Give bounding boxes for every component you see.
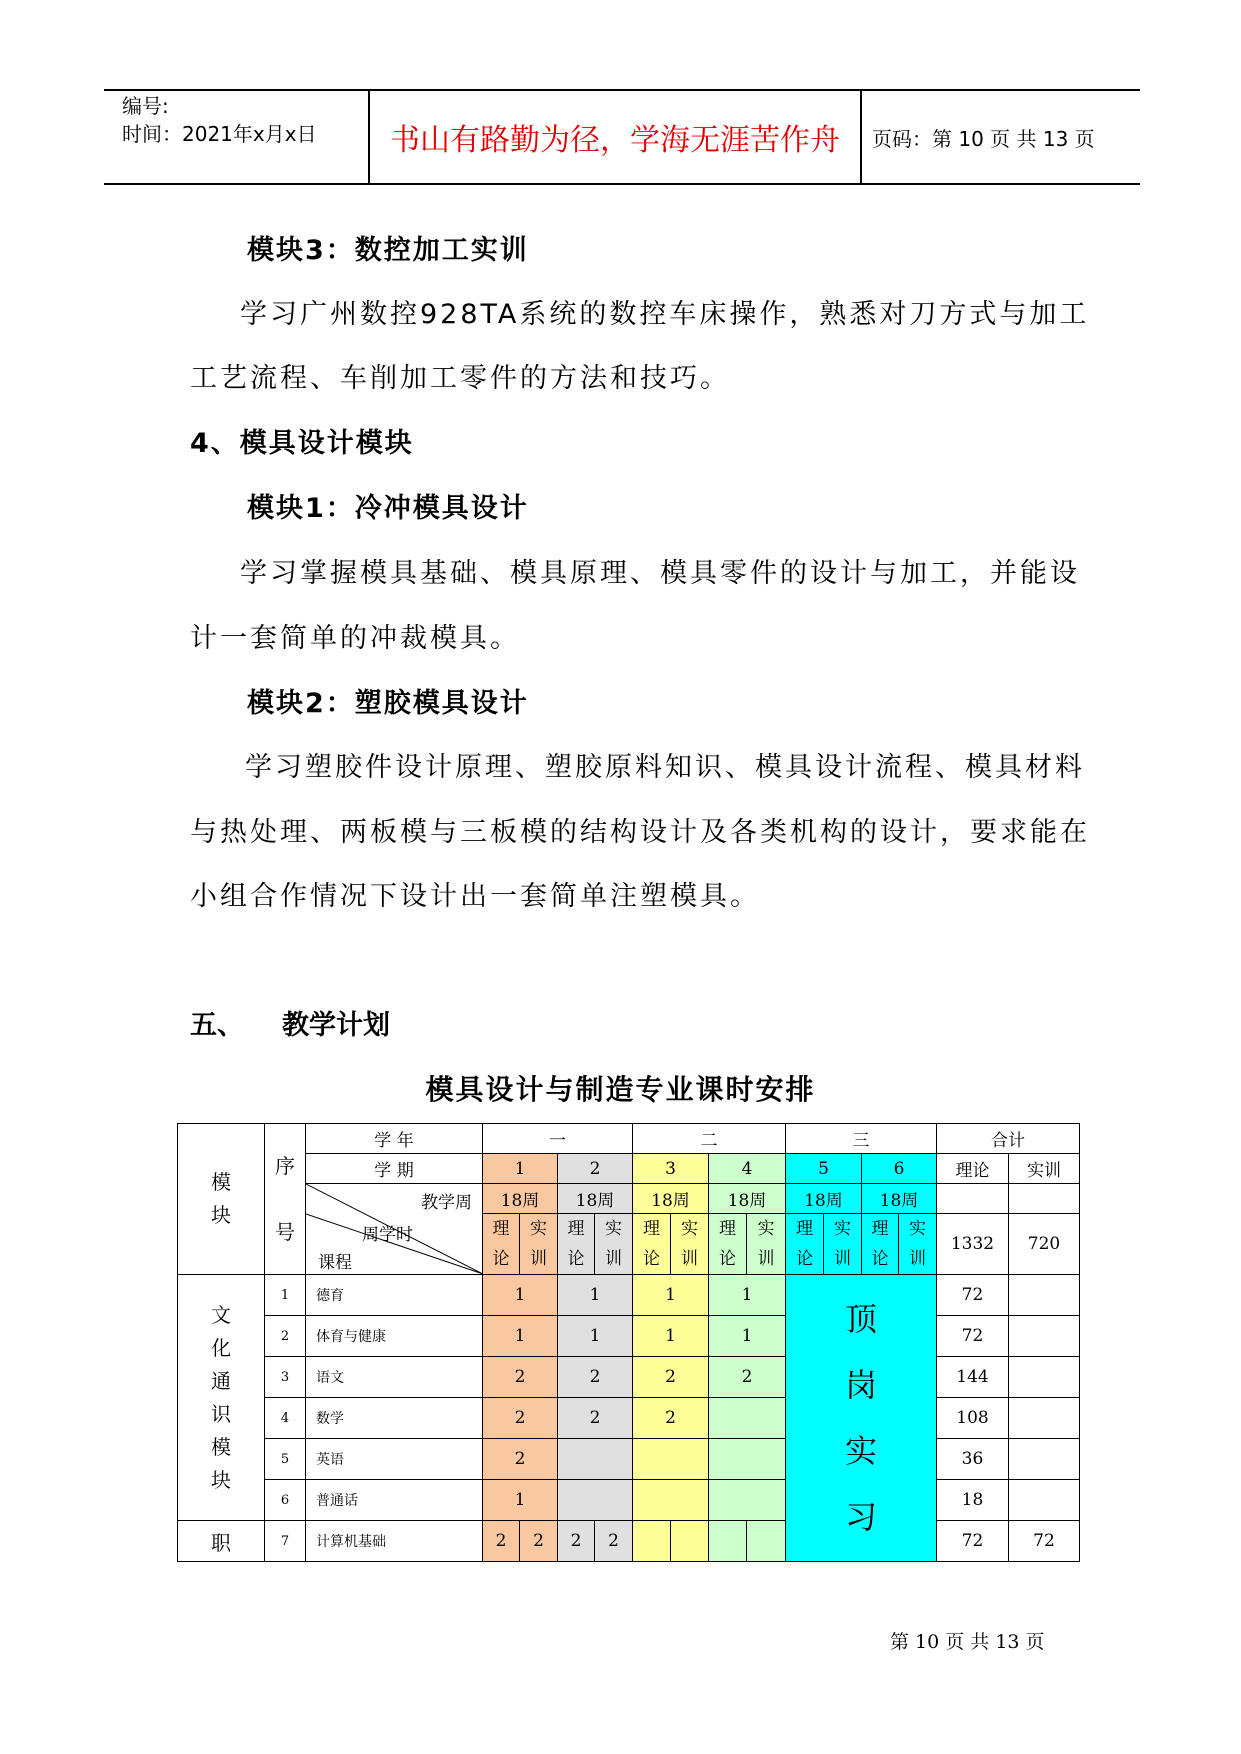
- hours-t2: [558, 1439, 633, 1480]
- section4-title: 4、模具设计模块: [190, 428, 414, 459]
- hours-t4: [709, 1480, 786, 1521]
- internship-cell: 顶 岗 实 习: [786, 1275, 937, 1562]
- hours-t4: 1: [709, 1275, 786, 1316]
- theory-col: 理 论: [862, 1214, 899, 1275]
- diagonal-header-cell: [306, 1184, 483, 1275]
- hours-t4: 2: [709, 1357, 786, 1398]
- hours-t1: 1: [483, 1275, 558, 1316]
- year-1: 一: [483, 1124, 633, 1154]
- theory-col: 理 论: [558, 1214, 595, 1275]
- theory-col: 理 论: [633, 1214, 671, 1275]
- group-label: 职: [178, 1521, 265, 1562]
- sum-theory: 72: [937, 1316, 1009, 1357]
- row-no: 2: [265, 1316, 306, 1357]
- course-name: 数学: [306, 1398, 483, 1439]
- sum-theory: 72: [937, 1521, 1009, 1562]
- sum-practice: [1009, 1398, 1080, 1439]
- hours-t1: 2: [483, 1357, 558, 1398]
- empty-cell: [633, 1521, 671, 1562]
- year-header: 学 年: [306, 1124, 483, 1154]
- hours-t4: [709, 1439, 786, 1480]
- hours-t2: 2: [558, 1357, 633, 1398]
- sum-practice: [1009, 1480, 1080, 1521]
- hours-t2-theory: 2: [558, 1521, 595, 1562]
- weeks-label: 教学周: [421, 1193, 472, 1213]
- paragraph-line: 学习广州数控928TA系统的数控车床操作，熟悉对刀方式与加工: [240, 299, 1090, 330]
- course-label: 课程: [318, 1253, 352, 1273]
- row-no: 7: [265, 1521, 306, 1562]
- course-name: 德育: [306, 1275, 483, 1316]
- sum-practice: [1009, 1357, 1080, 1398]
- seq-header: 序 号: [265, 1124, 306, 1275]
- term-3: 3: [633, 1154, 709, 1184]
- practice-col: 实 训: [899, 1214, 937, 1275]
- practice-col: 实 训: [595, 1214, 633, 1275]
- paragraph-line: 学习塑胶件设计原理、塑胶原料知识、模具设计流程、模具材料: [245, 752, 1085, 783]
- course-name: 英语: [306, 1439, 483, 1480]
- sum-theory: 36: [937, 1439, 1009, 1480]
- paragraph-line: 工艺流程、车削加工零件的方法和技巧。: [190, 363, 730, 394]
- theory-col: 理 论: [483, 1214, 520, 1275]
- section5-title: 教学计划: [282, 1010, 390, 1041]
- sum-practice: [1009, 1275, 1080, 1316]
- theory-col: 理 论: [709, 1214, 747, 1275]
- time-label: 时间：2021年x月x日: [122, 122, 317, 146]
- sum-theory: 72: [937, 1275, 1009, 1316]
- module3-title: 模块3：数控加工实训: [247, 235, 529, 266]
- weeks-term-2: 18周: [558, 1184, 633, 1214]
- table-title: 模具设计与制造专业课时安排: [425, 1073, 816, 1106]
- course-name: 语文: [306, 1357, 483, 1398]
- course-name: 计算机基础: [306, 1521, 483, 1562]
- theory-col: 理 论: [786, 1214, 824, 1275]
- empty-cell: [1009, 1184, 1080, 1214]
- hours-t3: 1: [633, 1275, 709, 1316]
- hours-t4: 1: [709, 1316, 786, 1357]
- paragraph-line: 学习掌握模具基础、模具原理、模具零件的设计与加工，并能设: [240, 558, 1080, 589]
- hours-t2: 1: [558, 1316, 633, 1357]
- hours-t3: 2: [633, 1357, 709, 1398]
- paragraph-line: 小组合作情况下设计出一套简单注塑模具。: [190, 881, 760, 912]
- page-header: [104, 89, 1140, 185]
- hours-t1: 2: [483, 1398, 558, 1439]
- section5-heading: [190, 1003, 390, 1042]
- weeks-term-4: 18周: [709, 1184, 786, 1214]
- row-no: 4: [265, 1398, 306, 1439]
- total-header: 合计: [937, 1124, 1080, 1154]
- practice-col: 实 训: [520, 1214, 558, 1275]
- term-5: 5: [786, 1154, 862, 1184]
- hours-t1: 2: [483, 1439, 558, 1480]
- code-label: 编号:: [122, 94, 169, 118]
- hours-t4: [709, 1398, 786, 1439]
- year-3: 三: [786, 1124, 937, 1154]
- term-4: 4: [709, 1154, 786, 1184]
- hours-t3: 2: [633, 1398, 709, 1439]
- hours-t3: 1: [633, 1316, 709, 1357]
- hours-label: 周学时: [362, 1225, 413, 1245]
- hours-t3: [633, 1439, 709, 1480]
- empty-cell: [671, 1521, 709, 1562]
- term-2: 2: [558, 1154, 633, 1184]
- module-header: 模 块: [178, 1124, 265, 1275]
- page-info: 页码：第 10 页 共 13 页: [872, 126, 1095, 151]
- course-hours-table: [177, 1123, 1080, 1562]
- motto: 书山有路勤为径，学海无涯苦作舟: [390, 123, 840, 158]
- hours-t3: [633, 1480, 709, 1521]
- module2-title: 模块2：塑胶模具设计: [247, 688, 529, 719]
- total-theory: 1332: [937, 1214, 1009, 1275]
- weeks-term-5: 18周: [786, 1184, 862, 1214]
- hours-t1: 1: [483, 1480, 558, 1521]
- term-1: 1: [483, 1154, 558, 1184]
- row-no: 5: [265, 1439, 306, 1480]
- page-footer: 第 10 页 共 13 页: [890, 1631, 1045, 1653]
- header-meta: [118, 91, 368, 183]
- term-6: 6: [862, 1154, 937, 1184]
- hours-t2: 1: [558, 1275, 633, 1316]
- sum-theory: 18: [937, 1480, 1009, 1521]
- course-name: 体育与健康: [306, 1316, 483, 1357]
- weeks-term-3: 18周: [633, 1184, 709, 1214]
- sum-theory: 144: [937, 1357, 1009, 1398]
- hours-t1-theory: 2: [483, 1521, 520, 1562]
- term-header: 学 期: [306, 1154, 483, 1184]
- total-practice: 720: [1009, 1214, 1080, 1275]
- divider: [860, 91, 862, 183]
- weeks-term-1: 18周: [483, 1184, 558, 1214]
- paragraph-line: 与热处理、两板模与三板模的结构设计及各类机构的设计，要求能在: [190, 817, 1090, 848]
- section5-number: 五、: [190, 1010, 244, 1041]
- practice-header: 实训: [1009, 1154, 1080, 1184]
- practice-col: 实 训: [747, 1214, 786, 1275]
- module1-title: 模块1：冷冲模具设计: [247, 493, 529, 524]
- course-name: 普通话: [306, 1480, 483, 1521]
- sum-practice: 72: [1009, 1521, 1080, 1562]
- row-no: 3: [265, 1357, 306, 1398]
- empty-cell: [709, 1521, 747, 1562]
- hours-t2: [558, 1480, 633, 1521]
- paragraph-line: 计一套简单的冲裁模具。: [190, 623, 520, 654]
- hours-t2-practice: 2: [595, 1521, 633, 1562]
- weeks-term-6: 18周: [862, 1184, 937, 1214]
- year-2: 二: [633, 1124, 786, 1154]
- hours-t1: 1: [483, 1316, 558, 1357]
- sum-practice: [1009, 1439, 1080, 1480]
- row-no: 6: [265, 1480, 306, 1521]
- hours-t2: 2: [558, 1398, 633, 1439]
- row-no: 1: [265, 1275, 306, 1316]
- sum-practice: [1009, 1316, 1080, 1357]
- practice-col: 实 训: [671, 1214, 709, 1275]
- theory-header: 理论: [937, 1154, 1009, 1184]
- group-label: 文 化 通 识 模 块: [178, 1275, 265, 1521]
- hours-t1-practice: 2: [520, 1521, 558, 1562]
- empty-cell: [747, 1521, 786, 1562]
- practice-col: 实 训: [824, 1214, 862, 1275]
- empty-cell: [937, 1184, 1009, 1214]
- sum-theory: 108: [937, 1398, 1009, 1439]
